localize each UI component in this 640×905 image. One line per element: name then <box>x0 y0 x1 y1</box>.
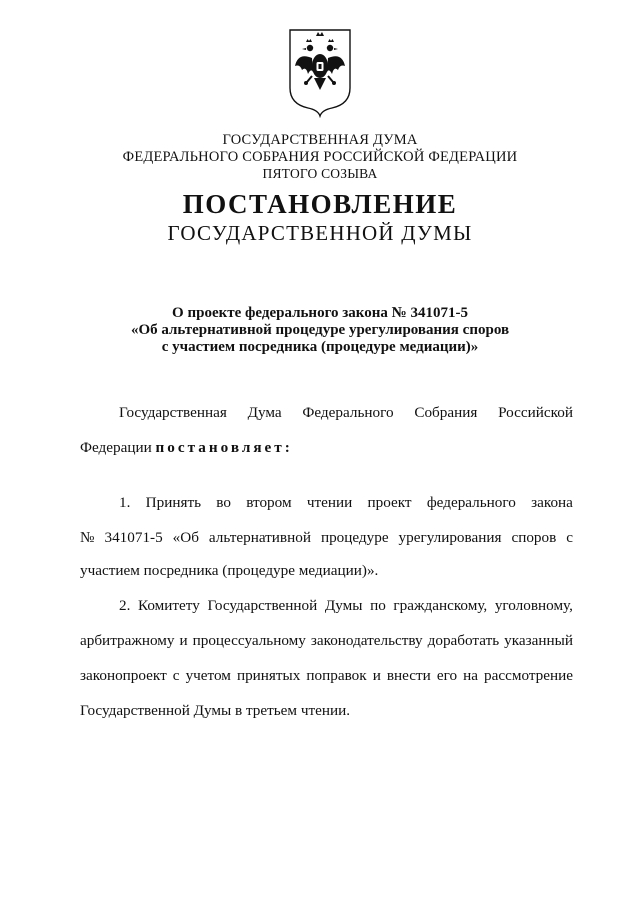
preamble-prefix: Федерации <box>80 439 152 456</box>
word: учетом <box>185 667 231 684</box>
preamble-line-1 <box>119 404 573 422</box>
double-headed-eagle-emblem-icon <box>286 26 354 118</box>
word: проект <box>367 494 412 511</box>
paragraph-1-line-1 <box>119 494 573 512</box>
word: Федерального <box>302 404 394 421</box>
word: уголовному, <box>494 597 573 614</box>
word: Собрания <box>414 404 478 421</box>
document-title: ПОСТАНОВЛЕНИЕ <box>182 189 458 219</box>
paragraph-2-line-1 <box>119 597 573 615</box>
word: чтении <box>306 494 353 511</box>
word: втором <box>246 494 292 511</box>
header-line-1: ГОСУДАРСТВЕННАЯ ДУМА <box>222 132 418 148</box>
word: с <box>172 667 180 684</box>
word: Принять <box>145 494 202 511</box>
word: споров <box>511 529 557 546</box>
paragraph-2-line-2 <box>80 632 573 650</box>
word: по <box>370 597 386 614</box>
word: 1. <box>119 494 131 511</box>
paragraph-2-line-4: Государственной Думы в третьем чтении. <box>80 702 351 719</box>
word: 341071-5 <box>104 529 163 546</box>
word: № <box>80 529 95 546</box>
word: Государственная <box>119 404 227 421</box>
word: процессуальному <box>192 632 306 649</box>
subject-line-2: «Об альтернативной процедуре урегулирования споров <box>130 322 510 338</box>
word: «Об <box>172 529 199 546</box>
word: урегулирования <box>398 529 502 546</box>
word: процедуре <box>320 529 389 546</box>
document-subtitle: ГОСУДАРСТВЕННОЙ ДУМЫ <box>167 221 473 245</box>
word: гражданскому, <box>393 597 488 614</box>
header-line-2: ФЕДЕРАЛЬНОГО СОБРАНИЯ РОССИЙСКОЙ ФЕДЕРАЦИИ <box>122 149 518 165</box>
word: арбитражному <box>80 632 175 649</box>
word: законодательству <box>310 632 423 649</box>
word: во <box>216 494 231 511</box>
word: доработать <box>427 632 500 649</box>
subject-line-3: с участием посредника (процедуре медиации)» <box>161 339 479 355</box>
word: альтернативной <box>208 529 311 546</box>
word: Российской <box>498 404 573 421</box>
word: 2. <box>119 597 131 614</box>
word: законопроект <box>80 667 167 684</box>
word: и <box>179 632 188 649</box>
word: Государственной <box>207 597 318 614</box>
word: рассмотрение <box>484 667 573 684</box>
word: поправок <box>306 667 367 684</box>
word: Комитету <box>138 597 200 614</box>
header-line-3: ПЯТОГО СОЗЫВА <box>262 166 378 181</box>
word: и <box>372 667 381 684</box>
word: на <box>463 667 478 684</box>
word: его <box>436 667 458 684</box>
word: Дума <box>247 404 282 421</box>
word: указанный <box>504 632 573 649</box>
word: федерального <box>426 494 516 511</box>
word: внести <box>386 667 431 684</box>
paragraph-1-line-3: участием посредника (процедуре медиации)». <box>80 562 379 579</box>
word: Думы <box>324 597 363 614</box>
subject-line-1: О проекте федерального закона № 341071-5 <box>172 305 468 321</box>
word: с <box>566 529 573 546</box>
paragraph-2-line-3 <box>80 667 573 685</box>
resolves-emphasis: постановляет: <box>155 439 293 456</box>
preamble-line-2 <box>80 439 293 457</box>
word: закона <box>531 494 573 511</box>
paragraph-1-line-2 <box>80 529 573 547</box>
word: принятых <box>236 667 301 684</box>
